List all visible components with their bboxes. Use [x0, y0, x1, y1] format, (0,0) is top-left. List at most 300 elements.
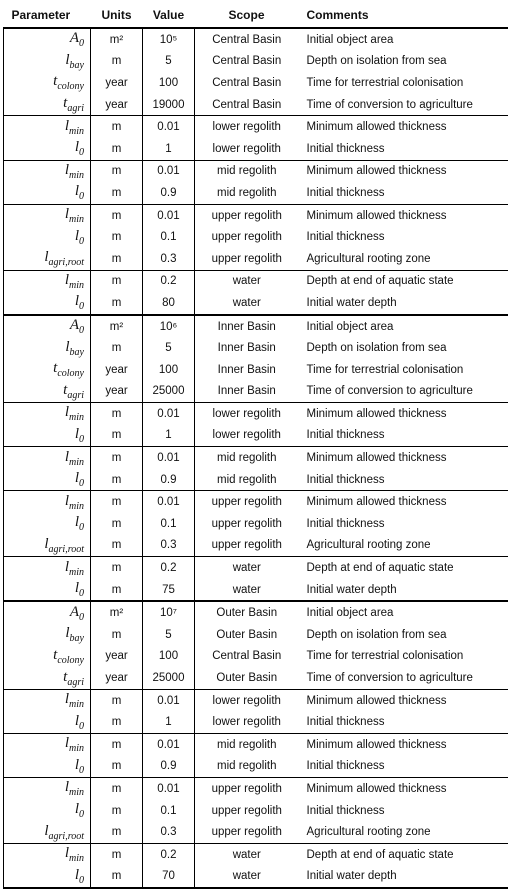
param-subscript: 0 — [79, 809, 84, 821]
table-row — [4, 601, 508, 624]
comment-cell: Initial water depth — [299, 866, 508, 889]
param-subscript: min — [69, 456, 84, 468]
unit-cell: m² — [91, 601, 143, 624]
param-symbol: l — [44, 249, 49, 266]
param-subscript: min — [69, 279, 84, 291]
value-cell: 1 — [143, 711, 195, 733]
param-symbol-cell — [4, 711, 91, 733]
param-symbol-cell — [4, 579, 91, 602]
table-row — [4, 469, 508, 491]
value-cell: 0.9 — [143, 469, 195, 491]
param-symbol-cell — [4, 756, 91, 778]
comment-cell: Initial object area — [306, 33, 394, 46]
param-symbol: l — [74, 514, 79, 531]
param-symbol: l — [74, 756, 79, 773]
param-symbol-cell — [4, 292, 91, 315]
param-symbol: l — [64, 404, 69, 421]
param-symbol: t — [63, 381, 68, 398]
table-row — [4, 138, 508, 160]
param-subscript: colony — [57, 368, 84, 380]
table-row — [4, 756, 508, 778]
param-symbol-cell — [4, 337, 91, 359]
value-cell: 0.01 — [143, 204, 195, 226]
comment-cell: Minimum allowed thickness — [299, 491, 508, 513]
scope-cell: water — [232, 583, 261, 596]
scope-cell: upper regolith — [211, 804, 282, 817]
value-cell: 25000 — [143, 381, 195, 403]
unit-cell: m — [91, 270, 143, 292]
param-subscript: bay — [69, 59, 84, 71]
scope-cell: lower regolith — [195, 689, 299, 711]
param-symbol: t — [63, 95, 68, 112]
value-cell: 0.3 — [143, 248, 195, 270]
param-subscript: min — [69, 566, 84, 578]
comment-cell: Time of conversion to agriculture — [306, 672, 473, 685]
param-symbol-cell — [4, 226, 91, 248]
scope-cell: upper regolith — [211, 539, 282, 552]
unit-cell: m — [111, 231, 122, 244]
unit-cell: m — [91, 778, 143, 800]
comment-cell: Minimum allowed thickness — [299, 734, 508, 756]
param-subscript: colony — [57, 81, 84, 93]
scope-cell: lower regolith — [212, 429, 281, 442]
unit-cell: year — [105, 385, 128, 398]
param-symbol: l — [74, 580, 79, 597]
scope-cell: upper regolith — [211, 231, 282, 244]
param-symbol-cell — [4, 182, 91, 204]
table-row — [4, 491, 508, 513]
header-units: Units — [91, 3, 143, 28]
value-cell: 0.9 — [143, 182, 195, 204]
scope-cell: water — [195, 557, 299, 579]
value-cell: 0.01 — [143, 403, 195, 425]
param-symbol-cell — [4, 866, 91, 889]
value-cell: 0.1 — [143, 513, 195, 535]
param-symbol: l — [64, 845, 69, 862]
unit-cell: m — [111, 716, 122, 729]
param-subscript: colony — [57, 654, 84, 666]
param-subscript: min — [69, 787, 84, 799]
param-subscript: 0 — [79, 611, 84, 623]
param-symbol: A — [69, 30, 79, 47]
param-symbol-cell — [4, 601, 91, 624]
comment-cell: Initial thickness — [306, 517, 385, 530]
table-row — [4, 94, 508, 116]
comment-cell: Depth at end of aquatic state — [299, 843, 508, 865]
table-row — [4, 447, 508, 469]
comment-cell: Initial water depth — [306, 583, 397, 596]
param-symbol-cell — [4, 667, 91, 689]
comment-cell: Initial thickness — [306, 186, 385, 199]
comment-cell: Minimum allowed thickness — [299, 689, 508, 711]
param-subscript: min — [69, 125, 84, 137]
scope-cell: Outer Basin — [216, 672, 278, 685]
param-symbol-cell — [4, 138, 91, 160]
scope-cell: mid regolith — [217, 473, 277, 486]
table-row — [4, 866, 508, 889]
scope-cell: water — [195, 866, 299, 889]
param-symbol-cell — [4, 557, 91, 579]
param-subscript: 0 — [79, 478, 84, 490]
header-scope: Scope — [195, 3, 299, 28]
param-symbol-cell — [4, 359, 91, 381]
param-symbol-cell — [4, 270, 91, 292]
scope-cell: upper regolith — [195, 204, 299, 226]
param-symbol: l — [64, 206, 69, 223]
param-symbol-cell — [4, 116, 91, 138]
table-row — [4, 689, 508, 711]
table-row — [4, 182, 508, 204]
header-value: Value — [143, 3, 195, 28]
unit-cell: m — [91, 557, 143, 579]
scope-cell: Central Basin — [212, 76, 282, 89]
value-cell: 0.2 — [143, 843, 195, 865]
value-cell: 75 — [143, 579, 195, 602]
param-symbol-cell — [4, 315, 91, 338]
comment-cell: Agricultural rooting zone — [306, 252, 431, 265]
param-symbol: l — [74, 293, 79, 310]
unit-cell: m — [111, 628, 122, 641]
param-subscript: min — [69, 412, 84, 424]
param-symbol: l — [64, 161, 69, 178]
value-cell: 5 — [143, 337, 195, 359]
param-subscript: agri,root — [48, 257, 84, 269]
table-row — [4, 778, 508, 800]
comment-cell: Time of conversion to agriculture — [306, 98, 473, 111]
table-row — [4, 579, 508, 602]
param-symbol: l — [74, 712, 79, 729]
unit-cell: m — [91, 116, 143, 138]
value-cell: 100 — [143, 646, 195, 668]
table-row — [4, 381, 508, 403]
table-row — [4, 425, 508, 447]
scope-cell: mid regolith — [217, 760, 277, 773]
value-cell: 100 — [143, 72, 195, 94]
scope-cell: Central Basin — [212, 650, 282, 663]
table-row — [4, 248, 508, 270]
value-cell: 10⁵ — [143, 28, 195, 51]
unit-cell: m — [111, 539, 122, 552]
value-cell: 0.01 — [143, 116, 195, 138]
value-cell: 1 — [143, 425, 195, 447]
scope-cell: upper regolith — [195, 491, 299, 513]
param-subscript: 0 — [79, 764, 84, 776]
param-symbol: l — [64, 117, 69, 134]
comment-cell: Time for terrestrial colonisation — [306, 363, 464, 376]
param-subscript: min — [69, 500, 84, 512]
scope-cell: mid regolith — [195, 160, 299, 182]
value-cell: 0.1 — [143, 800, 195, 822]
param-subscript: 0 — [79, 235, 84, 247]
param-symbol: l — [65, 338, 70, 355]
scope-cell: upper regolith — [211, 517, 282, 530]
param-subscript: 0 — [79, 874, 84, 886]
param-symbol-cell — [4, 689, 91, 711]
scope-cell: upper regolith — [195, 778, 299, 800]
param-subscript: agri,root — [48, 543, 84, 555]
comment-cell: Agricultural rooting zone — [306, 539, 431, 552]
param-symbol: l — [64, 492, 69, 509]
value-cell: 100 — [143, 359, 195, 381]
param-symbol: l — [74, 425, 79, 442]
param-symbol: l — [64, 558, 69, 575]
unit-cell: m — [111, 804, 122, 817]
table-row — [4, 734, 508, 756]
unit-cell: year — [105, 650, 128, 663]
param-subscript: 0 — [79, 325, 84, 337]
scope-cell: Inner Basin — [217, 342, 276, 355]
scope-cell: mid regolith — [217, 186, 277, 199]
scope-cell: Inner Basin — [217, 363, 276, 376]
scope-cell: water — [195, 843, 299, 865]
scope-cell: mid regolith — [195, 447, 299, 469]
unit-cell: year — [105, 98, 128, 111]
scope-cell: Central Basin — [212, 55, 282, 68]
param-symbol: l — [74, 227, 79, 244]
param-symbol-cell — [4, 248, 91, 270]
param-symbol: l — [64, 448, 69, 465]
value-cell: 0.01 — [143, 491, 195, 513]
scope-cell: Outer Basin — [195, 601, 299, 624]
scope-cell: lower regolith — [212, 142, 281, 155]
comment-cell: Initial thickness — [306, 231, 385, 244]
param-symbol: l — [64, 779, 69, 796]
comment-cell: Initial thickness — [306, 429, 385, 442]
param-symbol-cell — [4, 160, 91, 182]
param-subscript: min — [69, 699, 84, 711]
table-row — [4, 821, 508, 843]
param-symbol-cell — [4, 843, 91, 865]
comment-cell: Depth at end of aquatic state — [299, 270, 508, 292]
table-row — [4, 292, 508, 315]
table-row — [4, 226, 508, 248]
scope-cell: lower regolith — [212, 716, 281, 729]
unit-cell: year — [105, 672, 128, 685]
value-cell: 10⁷ — [143, 601, 195, 624]
value-cell: 0.01 — [143, 734, 195, 756]
param-symbol: t — [63, 668, 68, 685]
value-cell: 0.9 — [143, 756, 195, 778]
value-cell: 0.3 — [143, 821, 195, 843]
param-symbol: l — [44, 535, 49, 552]
comment-cell: Initial thickness — [306, 716, 385, 729]
param-symbol-cell — [4, 94, 91, 116]
value-cell: 1 — [143, 138, 195, 160]
scope-cell: mid regolith — [195, 734, 299, 756]
value-cell: 70 — [143, 866, 195, 889]
value-cell: 0.01 — [143, 160, 195, 182]
unit-cell: m — [111, 186, 122, 199]
table-row — [4, 403, 508, 425]
unit-cell: m — [91, 160, 143, 182]
value-cell: 0.01 — [143, 778, 195, 800]
table-row — [4, 646, 508, 668]
unit-cell: m — [91, 843, 143, 865]
unit-cell: m — [111, 473, 122, 486]
table-row — [4, 116, 508, 138]
param-symbol-cell — [4, 51, 91, 73]
table-row — [4, 667, 508, 689]
table-row — [4, 843, 508, 865]
param-symbol: l — [64, 735, 69, 752]
table-row — [4, 535, 508, 557]
unit-cell: m — [91, 866, 143, 889]
param-symbol: l — [74, 470, 79, 487]
scope-cell: water — [195, 270, 299, 292]
unit-cell: m — [91, 447, 143, 469]
table-row — [4, 800, 508, 822]
param-subscript: 0 — [79, 191, 84, 203]
value-cell: 0.1 — [143, 226, 195, 248]
value-cell: 0.3 — [143, 535, 195, 557]
comment-cell: Minimum allowed thickness — [299, 403, 508, 425]
param-symbol: t — [53, 646, 58, 663]
header-comments: Comments — [299, 3, 508, 28]
unit-cell: m — [91, 491, 143, 513]
param-symbol: t — [53, 360, 58, 377]
param-symbol: l — [65, 51, 70, 68]
param-subscript: agri,root — [48, 830, 84, 842]
param-subscript: agri — [67, 676, 84, 688]
param-subscript: bay — [69, 633, 84, 645]
param-symbol: l — [65, 625, 70, 642]
scope-cell: Inner Basin — [217, 385, 276, 398]
unit-cell: m — [111, 252, 122, 265]
table-body — [4, 28, 508, 888]
comment-cell: Depth on isolation from sea — [306, 55, 447, 68]
scope-cell: Outer Basin — [216, 628, 278, 641]
comment-cell: Initial water depth — [306, 296, 397, 309]
unit-cell: m — [111, 342, 122, 355]
unit-cell: m — [111, 583, 122, 596]
param-symbol: l — [64, 271, 69, 288]
unit-cell: m — [91, 204, 143, 226]
param-subscript: bay — [69, 346, 84, 358]
table-row — [4, 624, 508, 646]
param-symbol: t — [53, 73, 58, 90]
table-row — [4, 711, 508, 733]
header-parameter: Parameter — [4, 3, 91, 28]
scope-cell: lower regolith — [195, 116, 299, 138]
param-symbol-cell — [4, 800, 91, 822]
comment-cell: Initial thickness — [306, 760, 385, 773]
param-symbol: l — [74, 183, 79, 200]
comment-cell: Depth at end of aquatic state — [299, 557, 508, 579]
value-cell: 0.2 — [143, 557, 195, 579]
param-symbol-cell — [4, 491, 91, 513]
parameter-table — [3, 3, 508, 889]
unit-cell: m — [111, 826, 122, 839]
comment-cell: Minimum allowed thickness — [299, 204, 508, 226]
comment-cell: Minimum allowed thickness — [299, 447, 508, 469]
comment-cell: Time for terrestrial colonisation — [306, 76, 464, 89]
value-cell: 19000 — [143, 94, 195, 116]
unit-cell: m — [111, 429, 122, 442]
scope-cell: upper regolith — [211, 826, 282, 839]
scope-cell: Central Basin — [212, 98, 282, 111]
value-cell: 5 — [143, 51, 195, 73]
param-subscript: 0 — [79, 720, 84, 732]
param-symbol-cell — [4, 469, 91, 491]
param-symbol: l — [74, 801, 79, 818]
unit-cell: m — [91, 689, 143, 711]
comment-cell: Time for terrestrial colonisation — [306, 650, 464, 663]
comment-cell: Initial thickness — [306, 804, 385, 817]
value-cell: 25000 — [143, 667, 195, 689]
comment-cell: Initial thickness — [306, 473, 385, 486]
comment-cell: Initial object area — [299, 315, 508, 338]
comment-cell: Depth on isolation from sea — [306, 628, 447, 641]
unit-cell: m — [111, 142, 122, 155]
param-symbol-cell — [4, 403, 91, 425]
param-symbol: l — [64, 691, 69, 708]
param-subscript: 0 — [79, 301, 84, 313]
table-row — [4, 72, 508, 94]
unit-cell: m — [91, 403, 143, 425]
param-subscript: 0 — [79, 38, 84, 50]
scope-cell: lower regolith — [195, 403, 299, 425]
param-subscript: min — [69, 853, 84, 865]
value-cell: 5 — [143, 624, 195, 646]
param-symbol-cell — [4, 513, 91, 535]
scope-cell: upper regolith — [211, 252, 282, 265]
param-subscript: min — [69, 169, 84, 181]
table-row — [4, 557, 508, 579]
table-row — [4, 204, 508, 226]
param-symbol-cell — [4, 204, 91, 226]
comment-cell: Minimum allowed thickness — [299, 778, 508, 800]
param-subscript: 0 — [79, 433, 84, 445]
table-row — [4, 160, 508, 182]
param-subscript: min — [69, 214, 84, 226]
value-cell: 10⁶ — [143, 315, 195, 338]
unit-cell: year — [105, 76, 128, 89]
value-cell: 80 — [143, 292, 195, 315]
param-symbol: A — [69, 317, 79, 334]
param-symbol-cell — [4, 778, 91, 800]
comment-cell: Initial object area — [299, 601, 508, 624]
unit-cell: m — [111, 517, 122, 530]
comment-cell: Minimum allowed thickness — [299, 116, 508, 138]
scope-cell: Central Basin — [212, 33, 282, 46]
comment-cell: Initial thickness — [306, 142, 385, 155]
param-symbol: l — [74, 866, 79, 883]
param-symbol-cell — [4, 734, 91, 756]
param-symbol-cell — [4, 447, 91, 469]
param-symbol-cell — [4, 72, 91, 94]
param-symbol-cell — [4, 821, 91, 843]
table-row — [4, 359, 508, 381]
scope-cell: Inner Basin — [195, 315, 299, 338]
param-symbol-cell — [4, 381, 91, 403]
unit-cell: year — [105, 363, 128, 376]
table-row — [4, 315, 508, 338]
param-subscript: 0 — [79, 522, 84, 534]
unit-cell: m — [111, 296, 122, 309]
comment-cell: Time of conversion to agriculture — [306, 385, 473, 398]
param-symbol-cell — [4, 646, 91, 668]
scope-cell: water — [232, 296, 261, 309]
unit-cell: m — [111, 760, 122, 773]
value-cell: 0.01 — [143, 689, 195, 711]
param-subscript: 0 — [79, 147, 84, 159]
table-row — [4, 270, 508, 292]
table-row — [4, 337, 508, 359]
param-subscript: agri — [67, 103, 84, 115]
unit-cell: m — [91, 734, 143, 756]
param-symbol-cell — [4, 28, 91, 51]
param-subscript: min — [69, 743, 84, 755]
